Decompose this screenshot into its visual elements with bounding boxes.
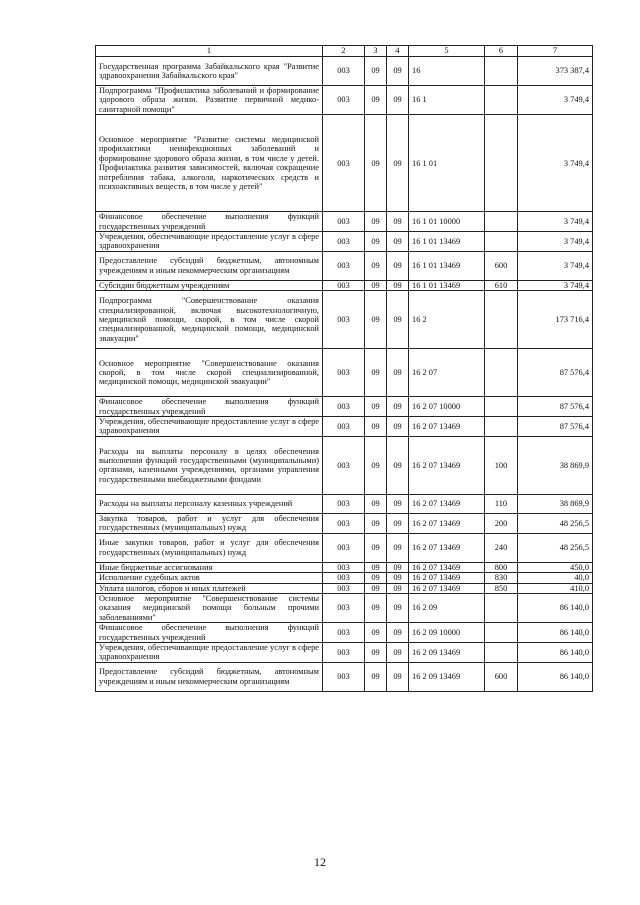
- amount: 87 576,4: [518, 349, 593, 397]
- amount: 38 869,9: [518, 436, 593, 494]
- amount: 173 716,4: [518, 291, 593, 349]
- row-name: Иные закупки товаров, работ и услуг для обеспечения государственных (муниципальных) нужд: [96, 533, 323, 562]
- row-name: Субсидии бюджетным учреждениям: [96, 280, 323, 290]
- ministry-code: 003: [323, 662, 365, 691]
- amount: 38 869,9: [518, 494, 593, 513]
- subsection-code: 09: [387, 349, 409, 397]
- section-code: 09: [365, 583, 387, 593]
- section-code: 09: [365, 291, 387, 349]
- header-cell: 3: [365, 46, 387, 57]
- ministry-code: 003: [323, 232, 365, 252]
- page-number: 12: [314, 855, 326, 869]
- subsection-code: 09: [387, 513, 409, 533]
- header-cell: 5: [409, 46, 485, 57]
- target-article-code: 16 2 09 10000: [409, 623, 485, 643]
- ministry-code: 003: [323, 115, 365, 212]
- section-code: 09: [365, 533, 387, 562]
- section-code: 09: [365, 251, 387, 280]
- amount: 86 140,0: [518, 642, 593, 662]
- table-row: [96, 251, 593, 280]
- row-name: Государственная программа Забайкальского края "Развитие здравоохранения Забайкальского края": [96, 57, 323, 86]
- subsection-code: 09: [387, 57, 409, 86]
- row-name: Закупка товаров, работ и услуг для обеспечения государственных (муниципальных) нужд: [96, 513, 323, 533]
- row-name: Учреждения, обеспечивающие предоставление услуг в сфере здравоохранения: [96, 232, 323, 252]
- amount: 3 749,4: [518, 232, 593, 252]
- row-name: Основное мероприятие "Совершенствование системы оказания медицинской помощи больным прочими заболеваниями": [96, 593, 323, 622]
- row-name: Уплата налогов, сборов и иных платежей: [96, 583, 323, 593]
- section-code: 09: [365, 417, 387, 437]
- row-name: Иные бюджетные ассигнования: [96, 562, 323, 572]
- ministry-code: 003: [323, 533, 365, 562]
- section-code: 09: [365, 494, 387, 513]
- section-code: 09: [365, 623, 387, 643]
- target-article-code: 16: [409, 57, 485, 86]
- amount: 3 749,4: [518, 280, 593, 290]
- row-name: Предоставление субсидий бюджетным, автономным учреждениям и иным некоммерческим организациям: [96, 251, 323, 280]
- expense-type-code: [485, 397, 518, 417]
- subsection-code: 09: [387, 115, 409, 212]
- expense-type-code: 240: [485, 533, 518, 562]
- expense-type-code: 100: [485, 436, 518, 494]
- section-code: 09: [365, 115, 387, 212]
- target-article-code: 16 1 01 13469: [409, 232, 485, 252]
- target-article-code: 16 2 07 13469: [409, 573, 485, 583]
- section-code: 09: [365, 212, 387, 232]
- expense-type-code: [485, 86, 518, 115]
- table-row: [96, 291, 593, 349]
- amount: 40,0: [518, 573, 593, 583]
- subsection-code: 09: [387, 662, 409, 691]
- target-article-code: 16 2 09 13469: [409, 642, 485, 662]
- target-article-code: 16 1 01 13469: [409, 251, 485, 280]
- ministry-code: 003: [323, 212, 365, 232]
- amount: 3 749,4: [518, 86, 593, 115]
- amount: 87 576,4: [518, 417, 593, 437]
- table-row: [96, 583, 593, 593]
- subsection-code: 09: [387, 583, 409, 593]
- section-code: 09: [365, 436, 387, 494]
- header-cell: 7: [518, 46, 593, 57]
- expense-type-code: 800: [485, 562, 518, 572]
- target-article-code: 16 2 07 13469: [409, 513, 485, 533]
- amount: 87 576,4: [518, 397, 593, 417]
- subsection-code: 09: [387, 494, 409, 513]
- target-article-code: 16 2: [409, 291, 485, 349]
- subsection-code: 09: [387, 232, 409, 252]
- subsection-code: 09: [387, 642, 409, 662]
- table-row: [96, 232, 593, 252]
- target-article-code: 16 2 07 13469: [409, 436, 485, 494]
- table-row: [96, 57, 593, 86]
- table-row: [96, 494, 593, 513]
- expense-type-code: [485, 623, 518, 643]
- table-row: [96, 436, 593, 494]
- amount: 3 749,4: [518, 115, 593, 212]
- ministry-code: 003: [323, 397, 365, 417]
- ministry-code: 003: [323, 417, 365, 437]
- subsection-code: 09: [387, 86, 409, 115]
- row-name: Основное мероприятие "Развитие системы медицинской профилактики неинфекционных заболеваний и формирование здорового образа жизни, в том числе у детей. Профилактика развития зависимостей, включая сокращение потребления табака, алкоголя, наркотических средств и психоактивных веществ, в том числе у детей": [96, 115, 323, 212]
- subsection-code: 09: [387, 212, 409, 232]
- table-row: [96, 86, 593, 115]
- expense-type-code: 610: [485, 280, 518, 290]
- ministry-code: 003: [323, 291, 365, 349]
- ministry-code: 003: [323, 436, 365, 494]
- row-name: Основное мероприятие "Совершенствование оказания скорой, в том числе скорой специализированной, медицинской помощи, медицинской эвакуации": [96, 349, 323, 397]
- table-row: [96, 280, 593, 290]
- row-name: Финансовое обеспечение выполнения функций государственных учреждений: [96, 397, 323, 417]
- table-row: [96, 562, 593, 572]
- subsection-code: 09: [387, 291, 409, 349]
- expense-type-code: [485, 212, 518, 232]
- expense-type-code: 110: [485, 494, 518, 513]
- ministry-code: 003: [323, 623, 365, 643]
- target-article-code: 16 1 01 10000: [409, 212, 485, 232]
- row-name: Расходы на выплаты персоналу в целях обеспечения выполнения функций государственными (муниципальными) органами, казенными учреждениями, органами управления государственными внебюджетными фондами: [96, 436, 323, 494]
- amount: 48 256,5: [518, 513, 593, 533]
- ministry-code: 003: [323, 251, 365, 280]
- expense-type-code: [485, 57, 518, 86]
- section-code: 09: [365, 349, 387, 397]
- expense-type-code: [485, 642, 518, 662]
- section-code: 09: [365, 593, 387, 622]
- target-article-code: 16 2 07 13469: [409, 533, 485, 562]
- subsection-code: 09: [387, 533, 409, 562]
- subsection-code: 09: [387, 593, 409, 622]
- ministry-code: 003: [323, 573, 365, 583]
- expense-type-code: 830: [485, 573, 518, 583]
- row-name: Учреждения, обеспечивающие предоставление услуг в сфере здравоохранения: [96, 642, 323, 662]
- table-row: [96, 593, 593, 622]
- target-article-code: 16 1 01: [409, 115, 485, 212]
- expense-type-code: 850: [485, 583, 518, 593]
- expense-type-code: 600: [485, 251, 518, 280]
- expense-type-code: [485, 349, 518, 397]
- row-name: Подпрограмма "Профилактика заболеваний и формирование здорового образа жизни. Развитие первичной медико-санитарной помощи": [96, 86, 323, 115]
- expense-type-code: 200: [485, 513, 518, 533]
- header-cell: 6: [485, 46, 518, 57]
- amount: 3 749,4: [518, 212, 593, 232]
- section-code: 09: [365, 57, 387, 86]
- subsection-code: 09: [387, 397, 409, 417]
- amount: 86 140,0: [518, 623, 593, 643]
- subsection-code: 09: [387, 417, 409, 437]
- ministry-code: 003: [323, 562, 365, 572]
- target-article-code: 16 2 09 13469: [409, 662, 485, 691]
- target-article-code: 16 2 07 13469: [409, 562, 485, 572]
- target-article-code: 16 2 09: [409, 593, 485, 622]
- subsection-code: 09: [387, 623, 409, 643]
- amount: 373 387,4: [518, 57, 593, 86]
- target-article-code: 16 2 07 13469: [409, 494, 485, 513]
- ministry-code: 003: [323, 280, 365, 290]
- target-article-code: 16 2 07 13469: [409, 417, 485, 437]
- ministry-code: 003: [323, 513, 365, 533]
- table-row: [96, 533, 593, 562]
- table-row: [96, 417, 593, 437]
- target-article-code: 16 2 07 13469: [409, 583, 485, 593]
- expense-type-code: [485, 232, 518, 252]
- amount: 86 140,0: [518, 662, 593, 691]
- header-cell: 1: [96, 46, 323, 57]
- table-row: [96, 115, 593, 212]
- target-article-code: 16 2 07 10000: [409, 397, 485, 417]
- expense-type-code: [485, 593, 518, 622]
- budget-table: [95, 45, 593, 692]
- ministry-code: 003: [323, 494, 365, 513]
- table-row: [96, 212, 593, 232]
- section-code: 09: [365, 573, 387, 583]
- table-row: [96, 662, 593, 691]
- expense-type-code: [485, 291, 518, 349]
- expense-type-code: [485, 417, 518, 437]
- section-code: 09: [365, 280, 387, 290]
- table-row: [96, 513, 593, 533]
- ministry-code: 003: [323, 86, 365, 115]
- amount: 450,0: [518, 562, 593, 572]
- section-code: 09: [365, 513, 387, 533]
- subsection-code: 09: [387, 573, 409, 583]
- expense-type-code: 600: [485, 662, 518, 691]
- subsection-code: 09: [387, 251, 409, 280]
- subsection-code: 09: [387, 280, 409, 290]
- table-row: [96, 642, 593, 662]
- header-cell: 4: [387, 46, 409, 57]
- row-name: Расходы на выплаты персоналу казенных учреждений: [96, 494, 323, 513]
- target-article-code: 16 2 07: [409, 349, 485, 397]
- row-name: Предоставление субсидий бюджетным, автономным учреждениям и иным некоммерческим организациям: [96, 662, 323, 691]
- amount: 3 749,4: [518, 251, 593, 280]
- ministry-code: 003: [323, 642, 365, 662]
- section-code: 09: [365, 662, 387, 691]
- row-name: Финансовое обеспечение выполнения функций государственных учреждений: [96, 623, 323, 643]
- subsection-code: 09: [387, 562, 409, 572]
- target-article-code: 16 1: [409, 86, 485, 115]
- budget-table-sheet: [95, 45, 592, 692]
- ministry-code: 003: [323, 593, 365, 622]
- section-code: 09: [365, 397, 387, 417]
- section-code: 09: [365, 562, 387, 572]
- ministry-code: 003: [323, 583, 365, 593]
- section-code: 09: [365, 642, 387, 662]
- ministry-code: 003: [323, 57, 365, 86]
- row-name: Финансовое обеспечение выполнения функций государственных учреждений: [96, 212, 323, 232]
- section-code: 09: [365, 232, 387, 252]
- subsection-code: 09: [387, 436, 409, 494]
- target-article-code: 16 1 01 13469: [409, 280, 485, 290]
- table-header-row: [96, 46, 593, 57]
- header-cell: 2: [323, 46, 365, 57]
- expense-type-code: [485, 115, 518, 212]
- table-row: [96, 349, 593, 397]
- row-name: Учреждения, обеспечивающие предоставление услуг в сфере здравоохранения: [96, 417, 323, 437]
- section-code: 09: [365, 86, 387, 115]
- table-row: [96, 397, 593, 417]
- table-row: [96, 573, 593, 583]
- row-name: Подпрограмма "Совершенствование оказания специализированной, включая высокотехнологичную, медицинской помощи, скорой, в том числе скорой специализированной, медицинской помощи, медицинской эвакуации": [96, 291, 323, 349]
- row-name: Исполнение судебных актов: [96, 573, 323, 583]
- amount: 86 140,0: [518, 593, 593, 622]
- amount: 48 256,5: [518, 533, 593, 562]
- amount: 410,0: [518, 583, 593, 593]
- ministry-code: 003: [323, 349, 365, 397]
- table-row: [96, 623, 593, 643]
